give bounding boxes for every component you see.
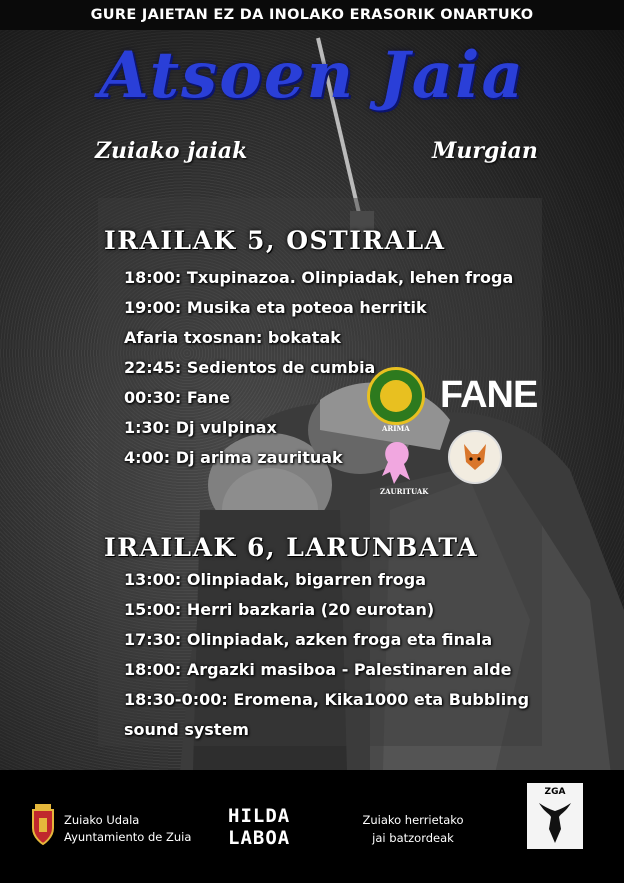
arima-zaurituak-logo bbox=[380, 440, 414, 486]
subtitle-right: Murgian bbox=[432, 138, 538, 164]
schedule-item: 00:30: Fane bbox=[124, 388, 230, 407]
zaurituak-label: ZAURITUAK bbox=[380, 487, 429, 496]
laboa-line: LABOA bbox=[228, 827, 291, 849]
zga-logo bbox=[527, 783, 583, 849]
schedule-item: 1:30: Dj vulpinax bbox=[124, 418, 277, 437]
schedule-item: 22:45: Sedientos de cumbia bbox=[124, 358, 376, 377]
council-name: Zuiako Udala bbox=[64, 813, 140, 827]
schedule-item: 15:00: Herri bazkaria (20 eurotan) bbox=[124, 600, 435, 619]
schedule-item: sound system bbox=[124, 720, 249, 739]
schedule-item: 13:00: Olinpiadak, bigarren froga bbox=[124, 570, 427, 589]
vulpinax-fox-logo bbox=[448, 430, 502, 484]
zga-label: ZGA bbox=[544, 787, 566, 797]
hilda-laboa-logo bbox=[228, 805, 290, 849]
committee-line-2: jai batzordeak bbox=[372, 831, 454, 845]
schedule-item: 4:00: Dj arima zaurituak bbox=[124, 448, 343, 467]
day-heading-friday: IRAILAK 5, OSTIRALA bbox=[104, 226, 446, 255]
goat-head-icon bbox=[535, 799, 575, 845]
poster-title: Atsoen Jaia bbox=[99, 38, 525, 113]
fane-logo: FANE bbox=[440, 374, 538, 416]
arima-label: ARIMA bbox=[382, 424, 410, 433]
sedientos-de-cumbia-logo bbox=[367, 367, 425, 425]
hilda-line: HILDA bbox=[228, 805, 291, 827]
council-name-es: Ayuntamiento de Zuia bbox=[64, 830, 192, 844]
committee-line-1: Zuiako herrietako bbox=[362, 813, 464, 827]
schedule-item: 18:00: Argazki masiboa - Palestinaren alde bbox=[124, 660, 512, 679]
day-heading-saturday: IRAILAK 6, LARUNBATA bbox=[104, 533, 478, 562]
schedule-item: 18:00: Txupinazoa. Olinpiadak, lehen froga bbox=[124, 268, 514, 287]
zuia-coat-of-arms-icon bbox=[27, 802, 59, 846]
schedule-item: 17:30: Olinpiadak, azken froga eta finala bbox=[124, 630, 493, 649]
schedule-item: 18:30-0:00: Eromena, Kika1000 eta Bubbling bbox=[124, 690, 530, 709]
schedule-item: 19:00: Musika eta poteoa herritik bbox=[124, 298, 427, 317]
banner: GURE JAIETAN EZ DA INOLAKO ERASORIK ONARTUKO bbox=[0, 0, 624, 30]
schedule-item: Afaria txosnan: bokatak bbox=[124, 328, 341, 347]
subtitle-left: Zuiako jaiak bbox=[95, 138, 248, 164]
